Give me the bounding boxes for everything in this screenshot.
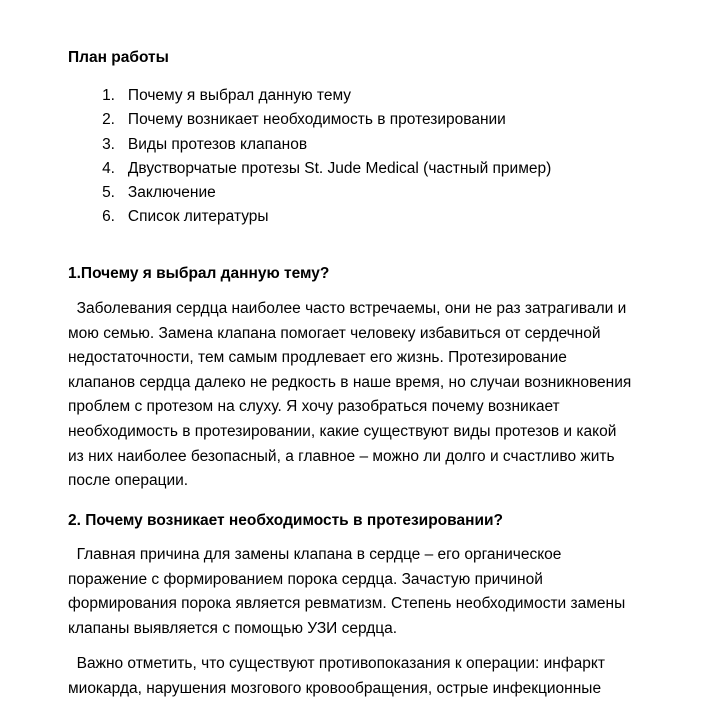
list-item: 3. Виды протезов клапанов xyxy=(102,135,308,153)
section2-paragraph-1: Главная причина для замены клапана в сердце – его органическое поражение с формированием порока сердца. Зачастую причиной формирования порока является ревматизм. Степень необходимости замены клапаны выявляется с помощью УЗИ сердца. xyxy=(68,546,626,637)
list-item: 5. Заключение xyxy=(102,184,216,202)
section1-heading: 1.Почему я выбрал данную тему? xyxy=(68,265,330,282)
list-item: 1. Почему я выбрал данную тему xyxy=(102,87,352,104)
plan-list xyxy=(68,84,551,230)
section1-paragraph: Заболевания сердца наиболее часто встречаемы, они не раз затрагивали и мою семью. Замена клапана помогает человеку избавиться от сердечной недостаточности, тем самым продлевает его жизнь. Протезирование клапанов сердца далеко не редкость в наше время, но случаи возникновения проблем с протезом на слуху. Я хочу разобраться почему возникает необходимость в протезировании, какие существуют виды протезов и какой из них наиболее безопасный, а главное – можно ли долго и счастливо жить после операции. xyxy=(68,300,632,490)
plan-title: План работы xyxy=(68,49,169,66)
section2-paragraph-2: Важно отметить, что существуют противопоказания к операции: инфаркт миокарда, нарушения мозгового кровообращения, острые инфекционные xyxy=(68,655,605,697)
section2-heading: 2. Почему возникает необходимость в протезировании? xyxy=(68,512,503,529)
list-item: 2. Почему возникает необходимость в протезировании xyxy=(102,111,506,129)
list-item: 4. Двустворчатые протезы St. Jude Medical (частный пример) xyxy=(102,159,552,177)
list-item: 6. Список литературы xyxy=(102,208,269,226)
